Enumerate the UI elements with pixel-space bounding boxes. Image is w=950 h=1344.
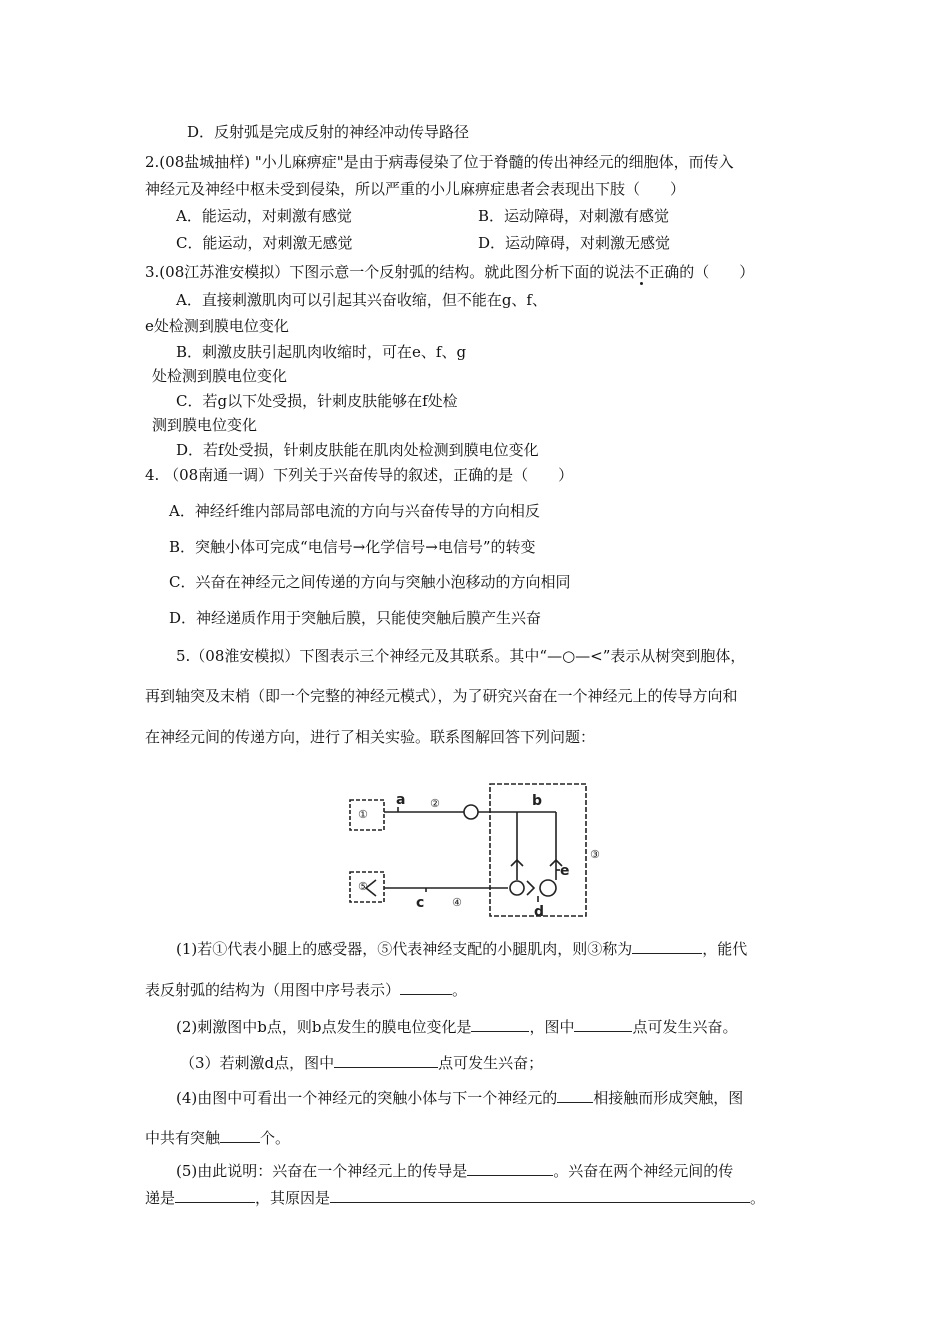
- q5-sub1-text-a: (1)若①代表小腿上的感受器，⑤代表神经支配的小腿肌肉，则③称为: [176, 940, 633, 958]
- q3-option-b-line1: B．刺激皮肤引起肌肉收缩时，可在e、f、g: [176, 343, 467, 361]
- q5-sub1-line1: [176, 938, 747, 959]
- q4-stem: 4. （08南通一调）下列关于兴奋传导的叙述，正确的是（ ）: [145, 466, 574, 484]
- q2-stem-line2: 神经元及神经中枢未受到侵染，所以严重的小儿麻痹症患者会表现出下肢（ ）: [145, 180, 686, 198]
- q5-stem-line3: 在神经元间的传递方向，进行了相关实验。联系图解回答下列问题：: [145, 728, 596, 746]
- q5-sub2: [176, 1016, 738, 1037]
- q3-option-b-line2: 处检测到膜电位变化: [152, 367, 288, 385]
- q5-sub5-text-d: ，其原因是: [255, 1189, 331, 1207]
- q4-option-d: D．神经递质作用于突触后膜，只能使突触后膜产生兴奋: [169, 609, 542, 627]
- q5-sub4-blank2[interactable]: [220, 1127, 260, 1143]
- q5-sub1-blank2[interactable]: [400, 979, 452, 995]
- q5-sub4-text-a: (4)由图中可看出一个神经元的突触小体与下一个神经元的: [176, 1089, 558, 1107]
- q5-sub5-line2: [145, 1187, 765, 1208]
- q5-sub5-text-e: 。: [750, 1189, 766, 1207]
- q5-sub3-text-a: （3）若刺激d点，图中: [180, 1054, 335, 1072]
- q2-stem-line1: 2.(08盐城抽样) "小儿麻痹症"是由于病毒侵染了位于脊髓的传出神经元的细胞体，而传入: [145, 153, 734, 171]
- q5-sub2-text-c: 点可发生兴奋。: [632, 1018, 738, 1036]
- label-1: ①: [358, 808, 368, 821]
- q5-sub4-text-b: 相接触而形成突触，图: [593, 1089, 744, 1107]
- q2-option-a: A．能运动，对刺激有感觉: [176, 207, 352, 225]
- q5-sub5-blank2[interactable]: [175, 1187, 255, 1203]
- q3-option-c-line2: 测到膜电位变化: [152, 416, 258, 434]
- q4-option-c: C．兴奋在神经元之间传递的方向与突触小泡移动的方向相同: [169, 573, 571, 591]
- q5-sub5-blank1[interactable]: [467, 1160, 553, 1176]
- q5-sub2-text-a: (2)刺激图中b点，则b点发生的膜电位变化是: [176, 1018, 472, 1036]
- q4-option-a: A．神经纤维内部局部电流的方向与兴奋传导的方向相反: [169, 502, 540, 520]
- q5-sub1-blank1[interactable]: [632, 938, 702, 954]
- q5-sub5-blank3[interactable]: [330, 1187, 750, 1203]
- q2-option-c: C．能运动，对刺激无感觉: [176, 234, 353, 252]
- q2-option-b: B．运动障碍，对刺激有感觉: [478, 207, 670, 225]
- synapse-bottom-terminal: [527, 881, 534, 895]
- q5-sub1-text-d: 。: [452, 981, 468, 999]
- q5-sub4-text-d: 个。: [260, 1129, 291, 1147]
- q2-option-d: D．运动障碍，对刺激无感觉: [478, 234, 671, 252]
- q3-option-a-line2: e处检测到膜电位变化: [145, 317, 289, 335]
- point-a: a: [396, 792, 406, 808]
- q3-stem-before: 3.(08江苏淮安模拟）下图示意一个反射弧的结构。就此图分析下面的说法: [145, 263, 635, 281]
- q5-sub5-line1: [176, 1160, 733, 1181]
- q5-sub5-text-c: 递是: [145, 1189, 176, 1207]
- q5-sub5-text-b: 。兴奋在两个神经元间的传: [553, 1162, 734, 1180]
- q3-option-d: D．若f处受损，针刺皮肤能在肌肉处检测到膜电位变化: [176, 441, 539, 459]
- q5-sub4-text-c: 中共有突触: [145, 1129, 221, 1147]
- q5-sub3-blank[interactable]: [334, 1052, 438, 1068]
- q3-stem-emphasis: 不: [634, 263, 650, 281]
- point-d: d: [534, 904, 545, 920]
- q3-stem-after: 正确的（ ）: [649, 263, 755, 281]
- soma-top: [464, 805, 478, 819]
- q5-sub2-text-b: ，图中: [529, 1018, 575, 1036]
- soma-bottom: [510, 881, 524, 895]
- soma-middle: [540, 880, 556, 896]
- q3-option-a-line1: A．直接刺激肌肉可以引起其兴奋收缩，但不能在g、f、: [176, 291, 547, 309]
- q5-sub1-text-c: 表反射弧的结构为（用图中序号表示）: [145, 981, 401, 999]
- q3-option-c-line1: C．若g以下处受损，针刺皮肤能够在f处检: [176, 392, 458, 410]
- q5-sub4-line2: [145, 1127, 290, 1148]
- q5-sub2-blank1[interactable]: [471, 1016, 529, 1032]
- q5-stem-line1: 5.（08淮安模拟）下图表示三个神经元及其联系。其中“—○—<”表示从树突到胞体，: [176, 647, 746, 665]
- q3-stem: [145, 262, 754, 282]
- label-2: ②: [430, 797, 440, 810]
- q5-sub4-line1: [176, 1087, 743, 1108]
- q1-option-d: D．反射弧是完成反射的神经冲动传导路径: [187, 123, 470, 141]
- q5-sub2-blank2[interactable]: [574, 1016, 632, 1032]
- point-e: e: [560, 863, 570, 879]
- q5-sub3: [180, 1052, 543, 1073]
- label-4: ④: [452, 896, 462, 909]
- q5-stem-line2: 再到轴突及末梢（即一个完整的神经元模式），为了研究兴奋在一个神经元上的传导方向和: [145, 687, 738, 705]
- q4-option-b: B．突触小体可完成“电信号→化学信号→电信号”的转变: [169, 538, 536, 556]
- q5-sub1-text-b: ，能代: [702, 940, 748, 958]
- point-b: b: [532, 793, 543, 809]
- label-3: ③: [590, 848, 600, 861]
- reflex-arc-diagram: [346, 780, 608, 920]
- label-5: ⑤: [358, 880, 368, 893]
- q5-sub5-text-a: (5)由此说明：兴奋在一个神经元上的传导是: [176, 1162, 468, 1180]
- point-c: c: [416, 895, 425, 911]
- q5-sub3-text-b: 点可发生兴奋；: [438, 1054, 544, 1072]
- q5-sub4-blank1[interactable]: [557, 1087, 593, 1103]
- q5-sub1-line2: [145, 979, 467, 1000]
